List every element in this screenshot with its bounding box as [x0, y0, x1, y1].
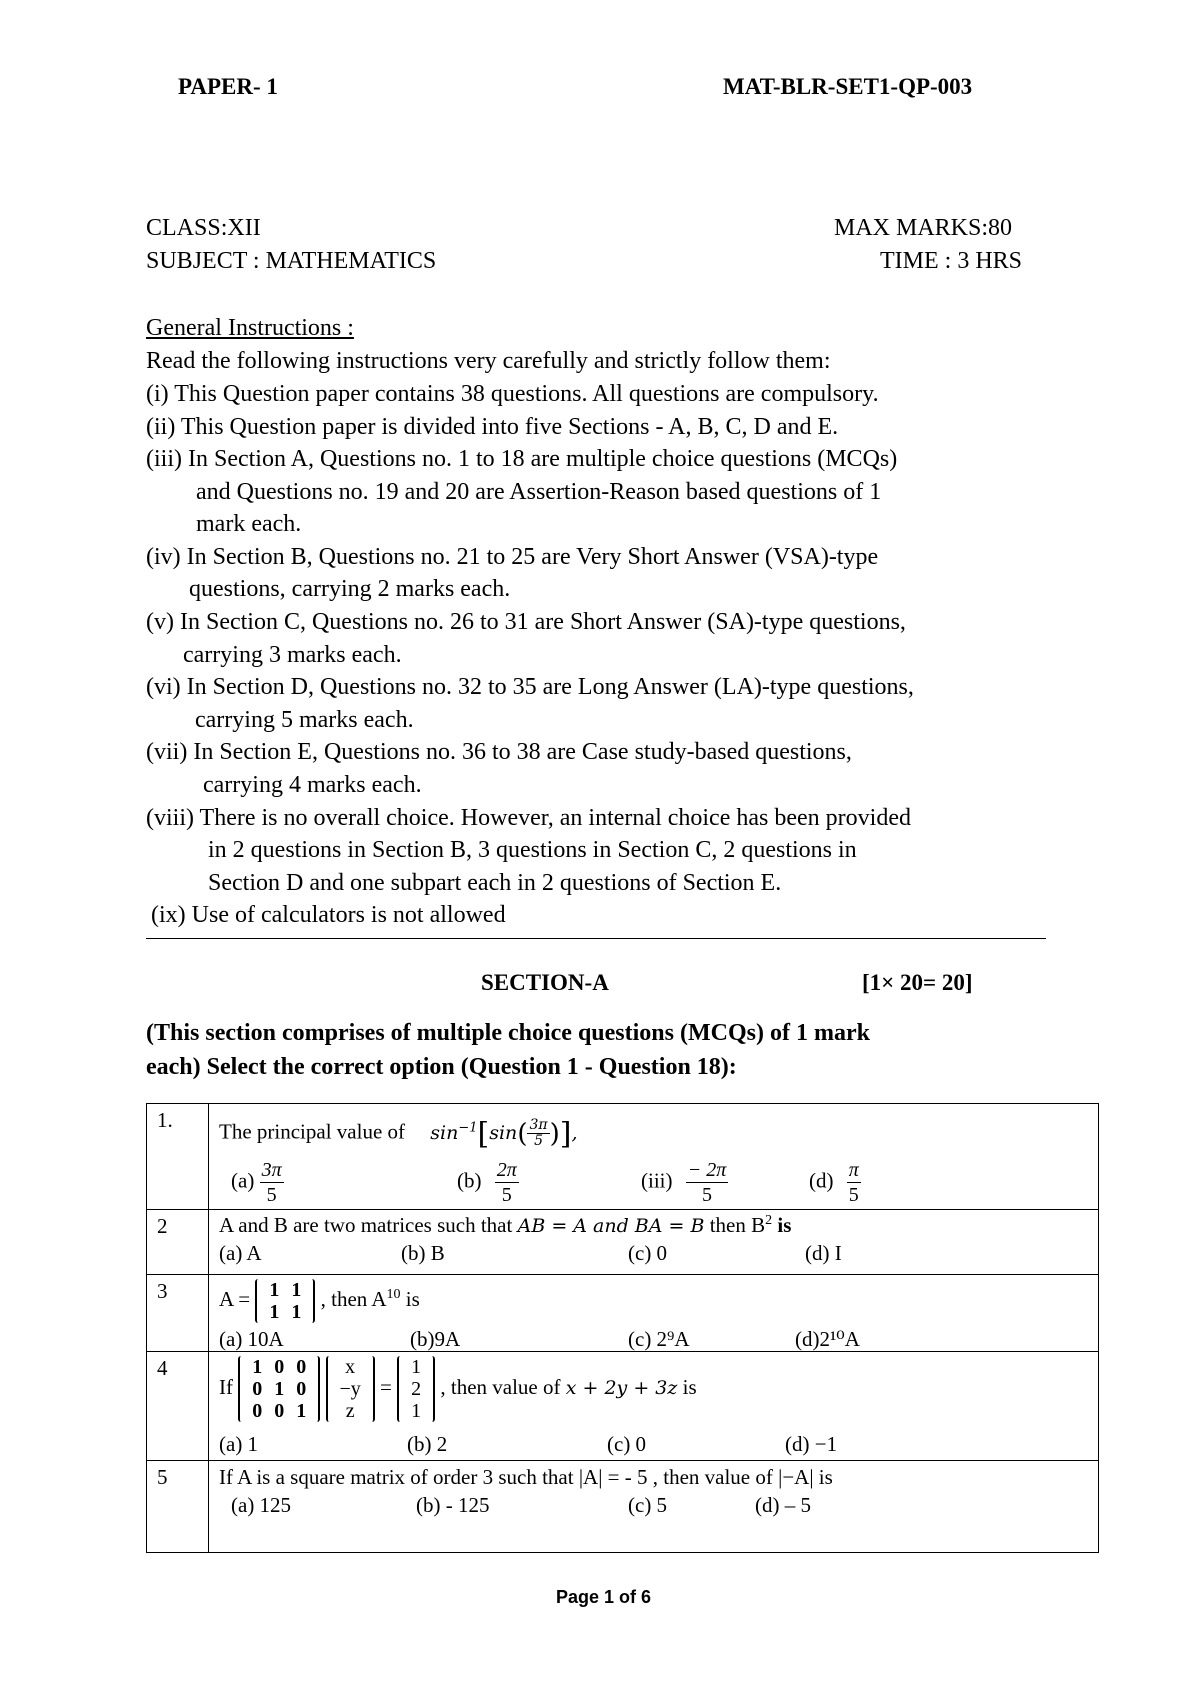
instruction-line: questions, carrying 2 marks each.	[189, 576, 511, 602]
option: (c) 0	[628, 1241, 668, 1265]
instruction-line: Section D and one subpart each in 2 questions of Section E.	[208, 870, 782, 896]
question-text: A and B are two matrices such that	[219, 1213, 513, 1237]
section-description: (This section comprises of multiple choice questions (MCQs) of 1 mark	[146, 1020, 870, 1046]
time-label: TIME : 3 HRS	[880, 248, 1023, 274]
page-number: Page 1 of 6	[556, 1587, 652, 1607]
question-number: 2	[147, 1210, 209, 1275]
question-number: 5	[147, 1461, 209, 1553]
math-expression: $\sin^{-1}[\sin$( $\frac{3\pi}{5}$ )],	[430, 1116, 578, 1151]
divider	[146, 938, 1046, 939]
question-body: If A is a square matrix of order 3 such that |A| = - 5 , then value of |−A| is (a) 125 (b) - 125 (c) 5 (d) – 5	[209, 1461, 1099, 1553]
question-row	[147, 1352, 1099, 1461]
option: (a) 1	[219, 1432, 259, 1456]
class-label: CLASS:XII	[146, 215, 261, 241]
question-text: If A is a square matrix of order 3 such that	[219, 1465, 574, 1489]
question-row	[147, 1210, 1099, 1275]
option: (a) $\frac{3\pi}{5}$	[231, 1159, 282, 1206]
option: (c) 5	[628, 1493, 668, 1517]
instruction-line: (iv) In Section B, Questions no. 21 to 25 are Very Short Answer (VSA)-type	[146, 544, 879, 570]
option: (a) A	[219, 1241, 262, 1265]
option: (d) −1	[785, 1432, 838, 1456]
instruction-line: Read the following instructions very carefully and strictly follow them:	[146, 348, 831, 374]
instructions-title: General Instructions :	[146, 315, 354, 341]
question-number: 3	[147, 1275, 209, 1352]
instruction-line: in 2 questions in Section B, 3 questions in Section C, 2 questions in	[208, 837, 857, 863]
option: (a) 125	[231, 1493, 292, 1517]
question-row	[147, 1461, 1099, 1553]
question-number: 4	[147, 1352, 209, 1461]
instruction-line: mark each.	[196, 511, 302, 537]
section-description: each) Select the correct option (Question 1 - Question 18):	[146, 1054, 737, 1080]
question-body: If 1 0 0 0 1 0 0 0 1 x −y z = 1 2 1 , then value of x + 2y + 3z is (a) 1 (b) 2 (c) 0 (d) −1	[209, 1352, 1099, 1461]
question-body: A = 1 1 1 1 , then $A^{10}$ is (a) 10A (b)9A (c) 2⁹A (d)2¹⁰A	[209, 1275, 1099, 1352]
section-marks: [1× 20= 20]	[862, 970, 973, 995]
instruction-line: (v) In Section C, Questions no. 26 to 31 are Short Answer (SA)-type questions,	[146, 609, 906, 635]
option: (b) $\frac{2\pi}{5}$	[457, 1159, 517, 1206]
question-body	[209, 1104, 1099, 1210]
option: (d) – 5	[755, 1493, 811, 1517]
question-row	[147, 1104, 1099, 1210]
matrix: 1 2 1	[397, 1356, 435, 1422]
option: (d) $\frac{\pi}{5}$	[809, 1159, 859, 1206]
option: (d)2¹⁰A	[795, 1327, 860, 1351]
instruction-line: (ix) Use of calculators is not allowed	[151, 902, 506, 928]
paper-code: MAT-BLR-SET1-QP-003	[723, 74, 973, 99]
matrix: 1 1 1 1	[255, 1279, 315, 1323]
question-body: A and B are two matrices such that AB = A and BA = B then $B^2$ is (a) A (b) B (c) 0 (d) I	[209, 1210, 1099, 1275]
instruction-line: (vi) In Section D, Questions no. 32 to 35 are Long Answer (LA)-type questions,	[146, 674, 914, 700]
question-row	[147, 1275, 1099, 1352]
instruction-line: (iii) In Section A, Questions no. 1 to 18 are multiple choice questions (MCQs)	[146, 446, 898, 472]
matrix: 1 0 0 0 1 0 0 0 1	[238, 1356, 320, 1422]
option: (b) B	[401, 1241, 445, 1265]
option: (b) 2	[407, 1432, 448, 1456]
option: (c) 2⁹A	[628, 1327, 690, 1351]
instruction-line: carrying 5 marks each.	[195, 707, 414, 733]
math-expression: AB = A and BA = B	[517, 1215, 705, 1237]
matrix: x −y z	[326, 1356, 375, 1422]
paper-label: PAPER- 1	[178, 74, 278, 99]
math-expression: |−A|	[778, 1465, 814, 1489]
section-title: SECTION-A	[481, 970, 609, 995]
instruction-line: (viii) There is no overall choice. However, an internal choice has been provided	[146, 805, 911, 831]
math-expression: x + 2y + 3z	[565, 1376, 678, 1399]
max-marks: MAX MARKS:80	[834, 215, 1013, 241]
option: (iii) $\frac{- 2\pi}{5}$	[641, 1159, 727, 1206]
instruction-line: (ii) This Question paper is divided into five Sections - A, B, C, D and E.	[146, 414, 839, 440]
option: (a) 10A	[219, 1327, 284, 1351]
option: (b)9A	[410, 1327, 461, 1351]
math-expression: |A| = - 5	[578, 1465, 648, 1489]
option: (c) 0	[607, 1432, 647, 1456]
instruction-line: (vii) In Section E, Questions no. 36 to 38 are Case study-based questions,	[146, 739, 852, 765]
instruction-line: (i) This Question paper contains 38 questions. All questions are compulsory.	[146, 381, 879, 407]
questions-table	[146, 1103, 1099, 1553]
question-text: The principal value of	[219, 1119, 406, 1144]
question-number: 1.	[147, 1104, 209, 1210]
instruction-line: carrying 3 marks each.	[183, 642, 402, 668]
instruction-line: carrying 4 marks each.	[203, 772, 422, 798]
option: (b) - 125	[416, 1493, 490, 1517]
subject-label: SUBJECT : MATHEMATICS	[146, 248, 437, 274]
option: (d) I	[805, 1241, 842, 1265]
instruction-line: and Questions no. 19 and 20 are Assertion-Reason based questions of 1	[196, 479, 882, 505]
